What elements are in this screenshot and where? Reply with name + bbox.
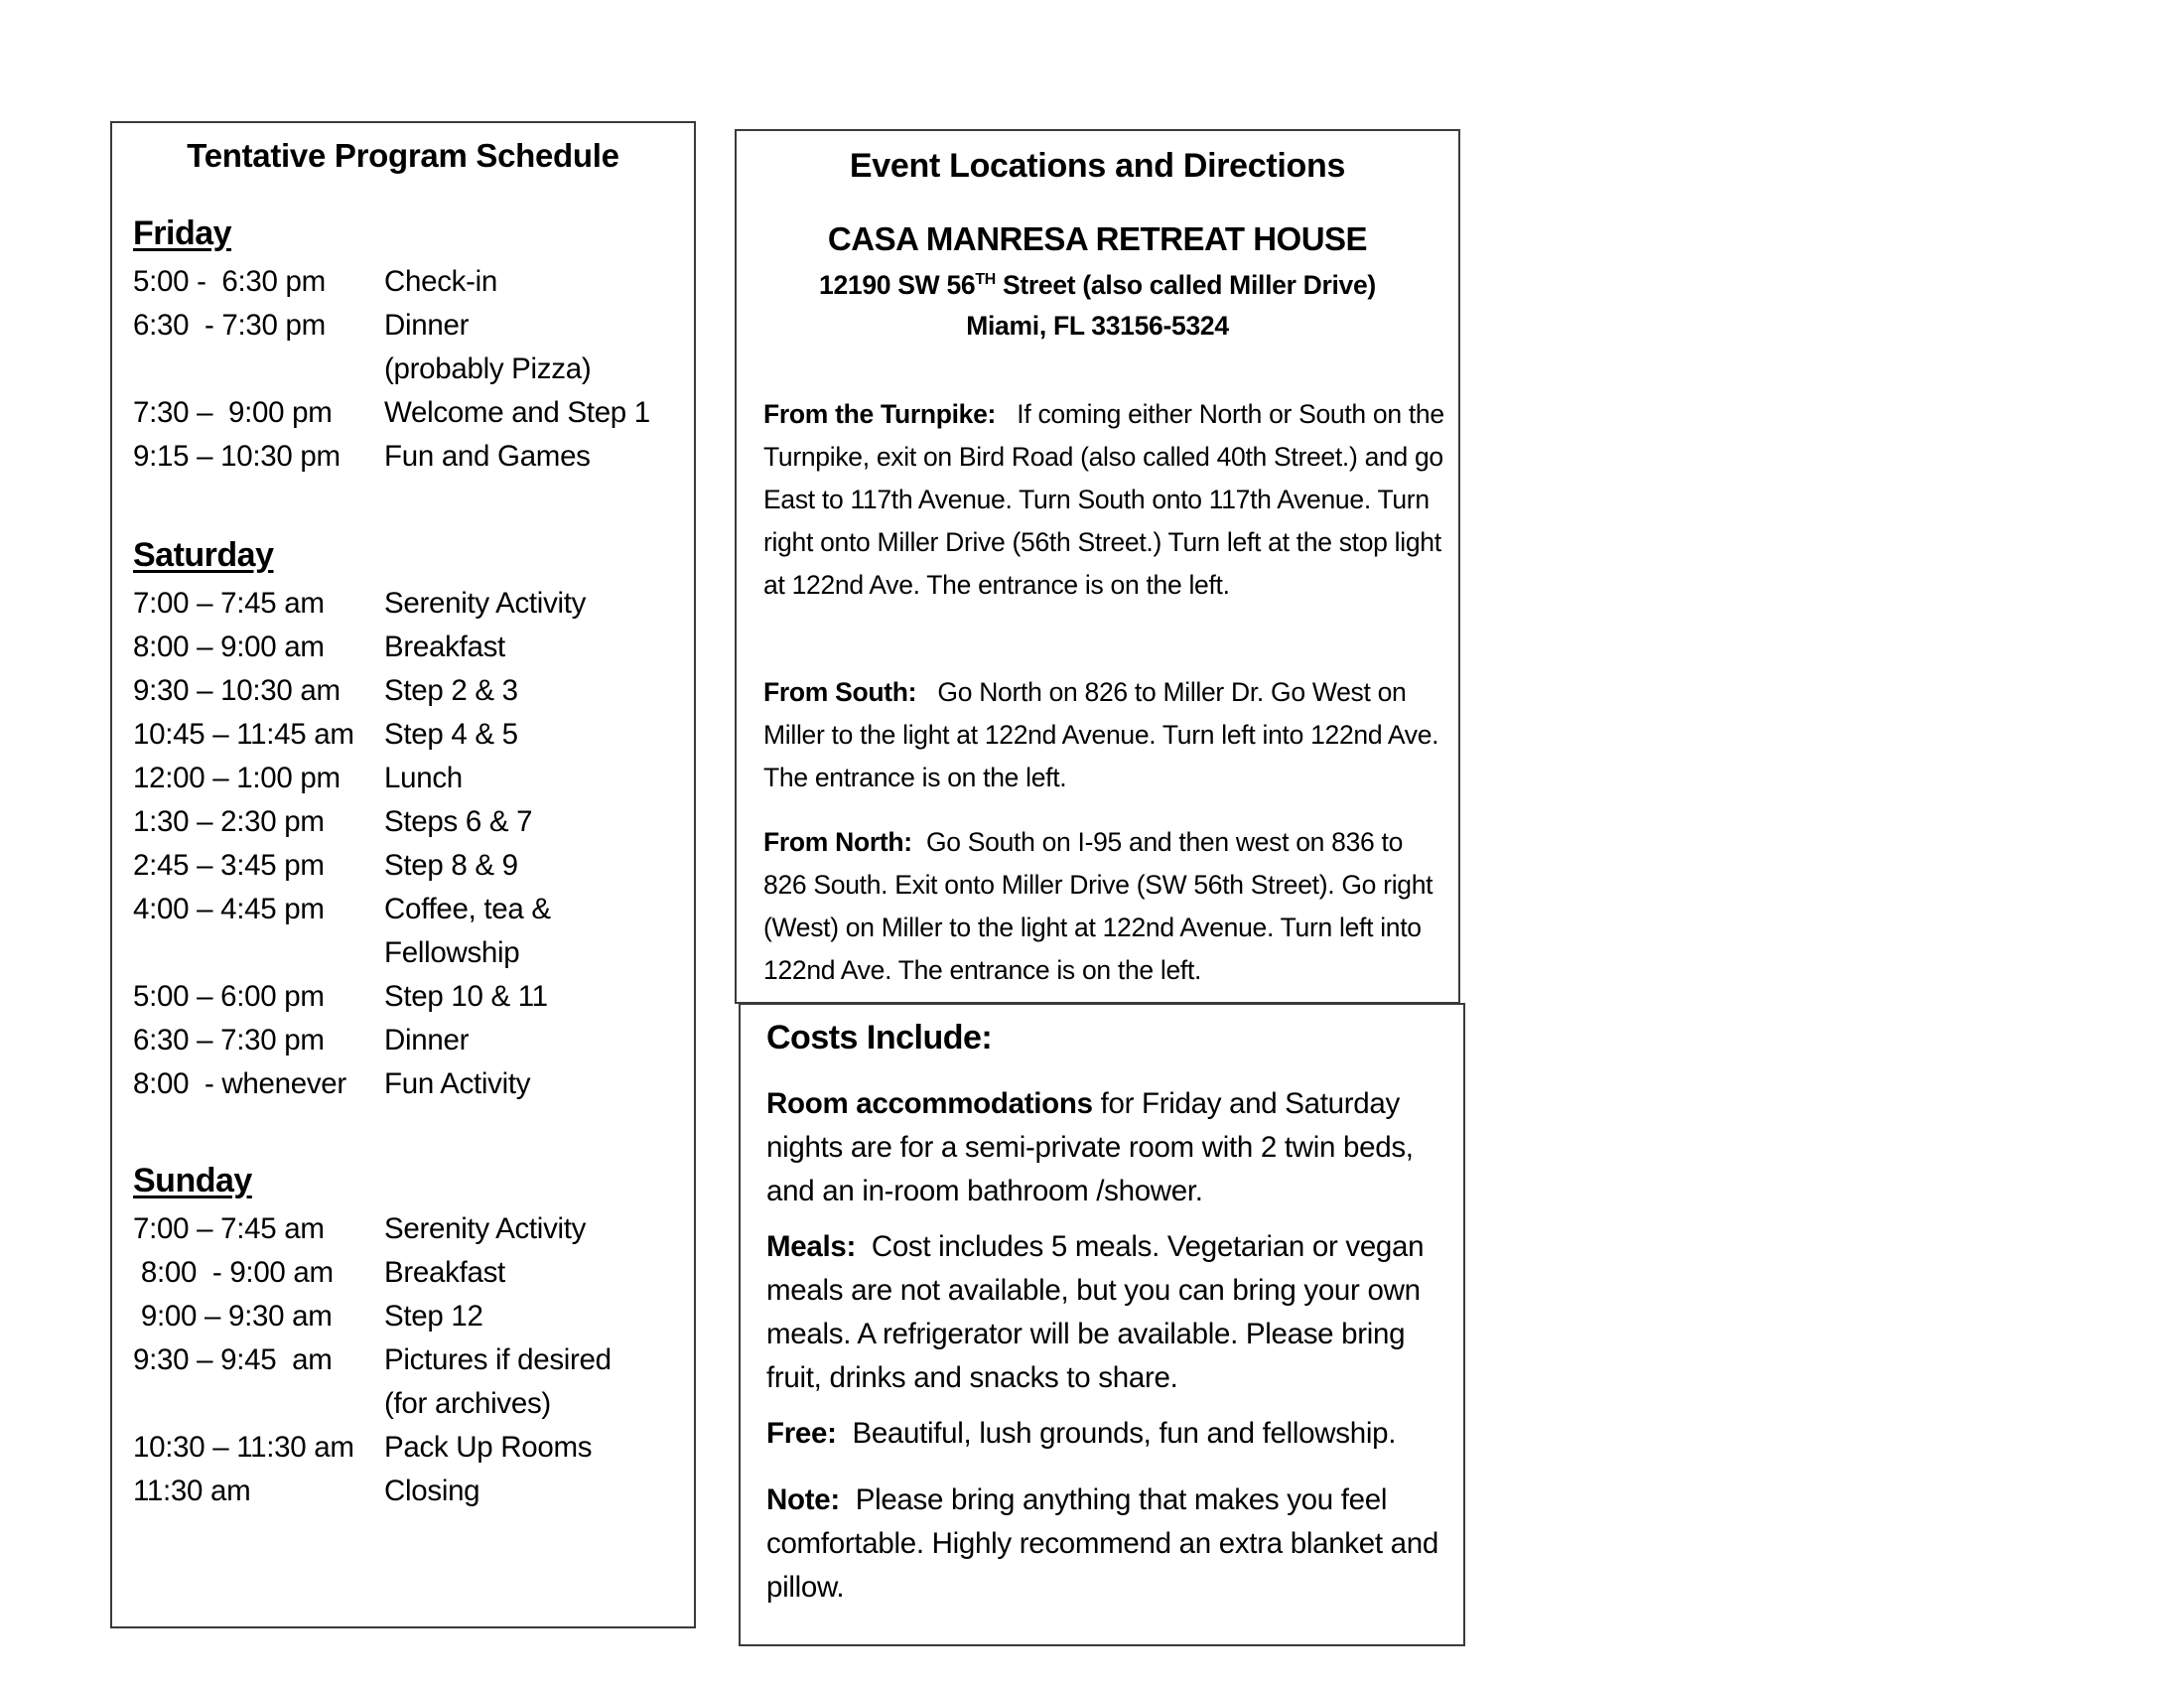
costs-note: Note: Please bring anything that makes you feel comfortable. Highly recommend an extra blanket and pillow.: [766, 1483, 1438, 1604]
directions-panel: [735, 129, 1460, 1004]
schedule-title: Tentative Program Schedule: [187, 137, 619, 174]
program-schedule-panel: Tentative Program Schedule Friday 5:00 - 6:30 pm Check-in 6:30 - 7:30 pm Dinner (probably Pizza) 7:30 – 9:00 pm Welcome and Step 1 9:15 – 10:30 pm Fun and Games Saturday 7:00 – 7:45 am Serenity Activity 8:00 – 9:00 am Breakfast 9:30 – 10:30 am Step 2 & 3 10:45 – 11:45 am Step 4 & 5 12:00 – 1:00 pm Lunch 1:30 – 2:30 pm Steps 6 & 7 2:45 – 3:45 pm Step 8 & 9 4:00 – 4:45 pm Coffee, tea & Fellowship 5:00 – 6:00 pm Step 10 & 11 6:30 – 7:30 pm Dinner 8:00 - whenever Fun Activity Sunday 7:00 – 7:45 am Serenity Activity 8:00 - 9:00 am Breakfast 9:00 – 9:30 am Step 12 9:30 – 9:45 am Pictures if desired (for archives) 10:30 – 11:30 am Pack Up Rooms 11:30 am Closing: [110, 121, 696, 1628]
directions-title: Event Locations and Directions: [849, 147, 1346, 185]
costs-title: Costs Include:: [766, 1019, 993, 1056]
day-heading-sunday: Sunday: [133, 1162, 252, 1199]
costs-panel: [739, 1003, 1465, 1646]
costs-free: Free: Beautiful, lush grounds, fun and fellowship.: [766, 1417, 1397, 1450]
venue-address-street: 12190 SW 56TH Street (also called Miller Drive): [819, 270, 1376, 300]
directions-turnpike-text: If coming either North or South on the Turnpike, exit on Bird Road (also called 40th Street.) and go East to 117th Avenue. Turn South onto 117th Avenue. Turn right onto Miller Drive (56th Street.) Turn left at the stop light at 122nd Ave. The entrance is on the left.: [763, 399, 1444, 600]
directions-south-text: Go North on 826 to Miller Dr. Go West on Miller to the light at 122nd Avenue. Turn left into 122nd Ave. The entrance is on the left.: [763, 677, 1439, 792]
day-heading-friday: Friday: [133, 214, 232, 252]
venue-address-city: Miami, FL 33156-5324: [966, 311, 1229, 341]
directions-from-turnpike: From the Turnpike: If coming either North or South on the Turnpike, exit on Bird Road (also called 40th Street.) and go East to 117th Avenue. Turn South onto 117th Avenue. Turn right onto Miller Drive (56th Street.) Turn left at the stop light at 122nd Ave. The entrance is on the left.: [763, 399, 1444, 600]
directions-from-south: From South: Go North on 826 to Miller Dr. Go West on Miller to the light at 122nd Avenue. Turn left into 122nd Ave. The entrance is on the left.: [763, 677, 1439, 792]
costs-room: Room accommodations for Friday and Saturday nights are for a semi-private room with 2 twin beds, and an in-room bathroom /shower.: [766, 1087, 1414, 1207]
day-heading-saturday: Saturday: [133, 536, 274, 574]
directions-from-north: From North: Go South on I-95 and then west on 836 to 826 South. Exit onto Miller Drive (SW 56th Street). Go right (West) on Miller to the light at 122nd Avenue. Turn left into 122nd Ave. The entrance is on the left.: [763, 827, 1433, 985]
directions-north-text: Go South on I-95 and then west on 836 to 826 South. Exit onto Miller Drive (SW 56th Street). Go right (West) on Miller to the light at 122nd Avenue. Turn left into 122nd Ave. The entrance is on the left.: [763, 827, 1433, 985]
venue-name: CASA MANRESA RETREAT HOUSE: [827, 220, 1368, 257]
costs-meals: Meals: Cost includes 5 meals. Vegetarian or vegan meals are not available, but you can bring your own meals. A refrigerator will be available. Please bring fruit, drinks and snacks to share.: [766, 1230, 1425, 1394]
